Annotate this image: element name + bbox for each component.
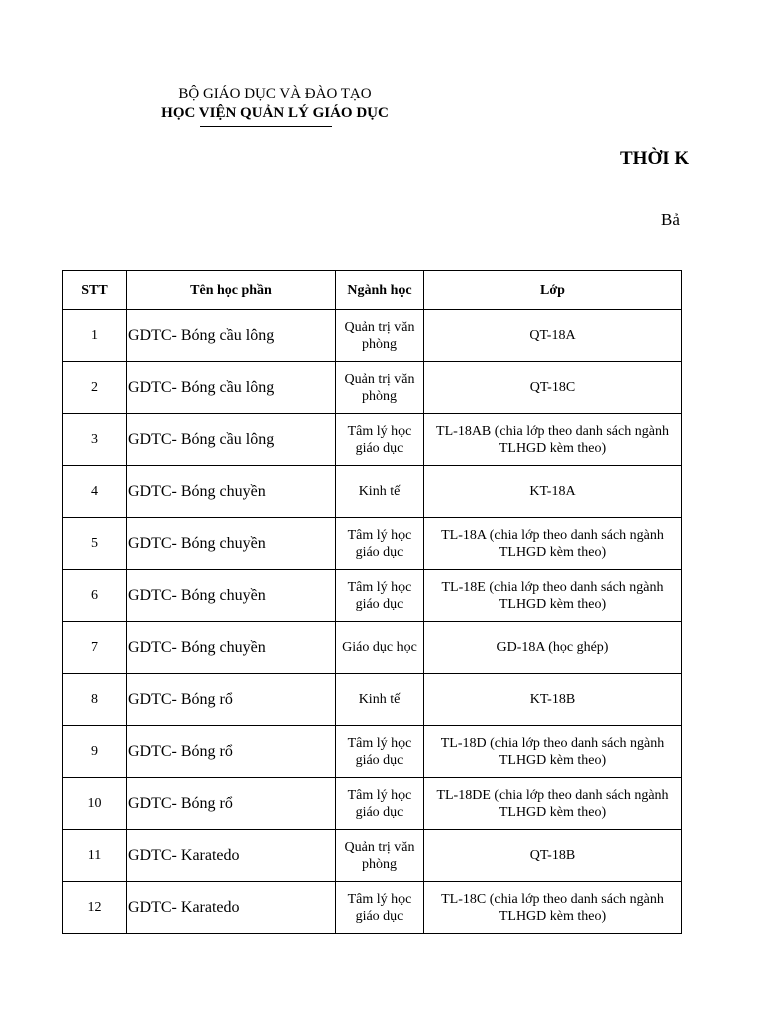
table-row [63, 778, 682, 830]
table-row [63, 570, 682, 622]
row-stt: 10 [63, 778, 127, 830]
table-row [63, 622, 682, 674]
row-stt: 12 [63, 882, 127, 934]
row-course-name: GDTC- Bóng rổ [127, 778, 336, 830]
row-class: QT-18A [424, 310, 682, 362]
row-stt: 5 [63, 518, 127, 570]
row-class: GD-18A (học ghép) [424, 622, 682, 674]
row-major: Tâm lý học giáo dục [336, 882, 424, 934]
row-major: Kinh tế [336, 674, 424, 726]
row-course-name: GDTC- Bóng cầu lông [127, 362, 336, 414]
table-row [63, 726, 682, 778]
row-class: QT-18C [424, 362, 682, 414]
row-stt: 6 [63, 570, 127, 622]
row-course-name: GDTC- Bóng cầu lông [127, 414, 336, 466]
row-stt: 8 [63, 674, 127, 726]
row-course-name: GDTC- Karatedo [127, 882, 336, 934]
row-class: KT-18B [424, 674, 682, 726]
row-class: TL-18E (chia lớp theo danh sách ngành TLHGD kèm theo) [424, 570, 682, 622]
schedule-table [62, 270, 682, 934]
table-row [63, 414, 682, 466]
table-body [63, 310, 682, 934]
row-course-name: GDTC- Bóng cầu lông [127, 310, 336, 362]
row-major: Quản trị văn phòng [336, 830, 424, 882]
row-course-name: GDTC- Karatedo [127, 830, 336, 882]
header-major: Ngành học [336, 271, 424, 310]
document-title: THỜI K [620, 148, 690, 169]
row-stt: 2 [63, 362, 127, 414]
row-major: Quản trị văn phòng [336, 362, 424, 414]
row-class: TL-18D (chia lớp theo danh sách ngành TLHGD kèm theo) [424, 726, 682, 778]
row-class: TL-18A (chia lớp theo danh sách ngành TLHGD kèm theo) [424, 518, 682, 570]
row-course-name: GDTC- Bóng rổ [127, 726, 336, 778]
table-row [63, 518, 682, 570]
row-major: Tâm lý học giáo dục [336, 518, 424, 570]
document-subtitle: Bả [661, 210, 680, 229]
table-row [63, 674, 682, 726]
row-class: TL-18DE (chia lớp theo danh sách ngành TLHGD kèm theo) [424, 778, 682, 830]
row-major: Giáo dục học [336, 622, 424, 674]
row-stt: 3 [63, 414, 127, 466]
table-row [63, 882, 682, 934]
row-class: QT-18B [424, 830, 682, 882]
row-stt: 1 [63, 310, 127, 362]
academy-underline [200, 126, 332, 127]
row-major: Tâm lý học giáo dục [336, 778, 424, 830]
row-stt: 7 [63, 622, 127, 674]
row-stt: 9 [63, 726, 127, 778]
row-major: Tâm lý học giáo dục [336, 570, 424, 622]
header-course-name: Tên học phần [127, 271, 336, 310]
row-course-name: GDTC- Bóng chuyền [127, 466, 336, 518]
row-major: Quản trị văn phòng [336, 310, 424, 362]
table-row [63, 362, 682, 414]
row-stt: 4 [63, 466, 127, 518]
academy-name: HỌC VIỆN QUẢN LÝ GIÁO DỤC [161, 105, 389, 121]
row-class: KT-18A [424, 466, 682, 518]
header-class: Lớp [424, 271, 682, 310]
row-major: Tâm lý học giáo dục [336, 726, 424, 778]
table-row [63, 830, 682, 882]
table-row [63, 310, 682, 362]
header-stt: STT [63, 271, 127, 310]
row-course-name: GDTC- Bóng chuyền [127, 622, 336, 674]
table-row [63, 466, 682, 518]
row-major: Kinh tế [336, 466, 424, 518]
row-major: Tâm lý học giáo dục [336, 414, 424, 466]
row-class: TL-18C (chia lớp theo danh sách ngành TLHGD kèm theo) [424, 882, 682, 934]
row-course-name: GDTC- Bóng rổ [127, 674, 336, 726]
table-header-row [63, 271, 682, 310]
row-class: TL-18AB (chia lớp theo danh sách ngành TLHGD kèm theo) [424, 414, 682, 466]
row-course-name: GDTC- Bóng chuyền [127, 518, 336, 570]
row-stt: 11 [63, 830, 127, 882]
row-course-name: GDTC- Bóng chuyền [127, 570, 336, 622]
ministry-name: BỘ GIÁO DỤC VÀ ĐÀO TẠO [178, 86, 372, 102]
